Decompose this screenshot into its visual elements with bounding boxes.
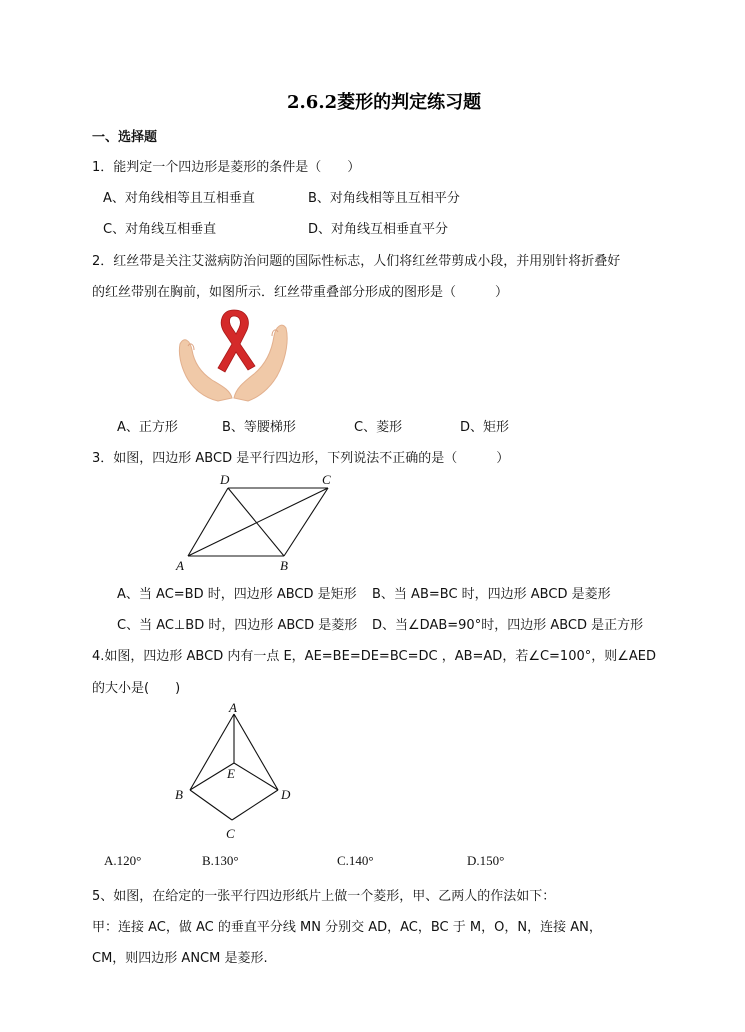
vertex-a-label: A [176,558,184,573]
parallelogram-abcd-figure [170,474,340,574]
question-2-line-1: 2．红丝带是关注艾滋病防治问题的国际性标志，人们将红丝带剪成小段，并用别针将折叠好 [92,254,621,269]
vertex-d-label: D [281,787,291,802]
segment-ad [234,714,278,790]
question-2-option-d: D、矩形 [460,420,510,435]
section-heading: 一、选择题 [92,130,158,145]
question-3-option-d: D、当∠DAB=90°时，四边形 ABCD 是正方形 [372,618,644,633]
question-2-option-c: C、菱形 [354,420,403,435]
question-1-option-d: D、对角线互相垂直平分 [308,222,449,237]
question-2-option-a: A、正方形 [117,420,178,435]
question-5-line-1: 5、如图，在给定的一张平行四边形纸片上做一个菱形，甲、乙两人的作法如下： [92,889,556,904]
vertex-c-label: C [322,472,331,487]
segment-dc [232,790,278,820]
segment-bc [190,790,232,820]
vertex-c-label: C [226,826,235,841]
question-3-option-a: A、当 AC=BD 时，四边形 ABCD 是矩形 [117,587,357,602]
question-3-option-c: C、当 AC⊥BD 时，四边形 ABCD 是菱形 [117,618,358,633]
vertex-d-label: D [220,472,230,487]
vertex-b-label: B [280,558,288,573]
question-2-line-2: 的红丝带别在胸前，如图所示．红丝带重叠部分形成的图形是（ ） [92,285,509,300]
question-4-line-1: 4.如图，四边形 ABCD 内有一点 E，AE=BE=DE=BC=DC ，AB=AD，若∠C=100°，则∠AED [92,649,657,664]
question-4-option-d: D.150° [467,853,505,868]
diagonal-ac [188,488,328,556]
vertex-b-label: B [175,787,183,802]
vertex-a-label: A [229,700,237,715]
question-1-option-c: C、对角线互相垂直 [103,222,217,237]
question-5-line-2: 甲：连接 AC，做 AC 的垂直平分线 MN 分别交 AD，AC，BC 于 M，O，N，连接 AN， [92,920,602,935]
question-1-stem: 1．能判定一个四边形是菱形的条件是（ ） [92,160,361,175]
red-ribbon-hands-figure [178,306,290,402]
question-3-option-b: B、当 AB=BC 时，四边形 ABCD 是菱形 [372,587,611,602]
quadrilateral-abcd-with-point-e-figure [170,700,300,845]
question-4-option-c: C.140° [337,853,374,868]
question-4-line-2: 的大小是( ) [92,681,181,696]
segment-de [234,763,278,790]
question-4-option-b: B.130° [202,853,239,868]
question-5-line-3: CM，则四边形 ANCM 是菱形. [92,951,268,966]
question-1-option-b: B、对角线相等且互相平分 [308,191,460,206]
question-2-option-b: B、等腰梯形 [222,420,296,435]
diagonal-bd [228,488,284,556]
question-4-option-a: A.120° [104,853,142,868]
page-title: 2.6.2菱形的判定练习题 [287,92,482,113]
red-ribbon-icon [218,310,255,372]
question-1-option-a: A、对角线相等且互相垂直 [103,191,255,206]
question-3-stem: 3．如图，四边形 ABCD 是平行四边形，下列说法不正确的是（ ） [92,451,510,466]
point-e-label: E [227,766,235,781]
